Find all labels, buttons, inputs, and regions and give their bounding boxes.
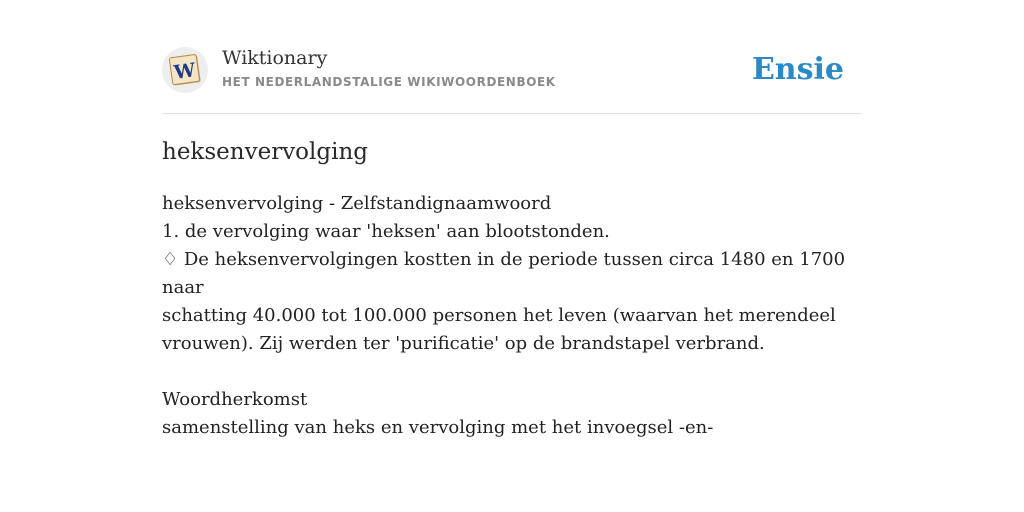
etymology-text: samenstelling van heks en vervolging met het invoegsel -en- (162, 417, 714, 438)
wiktionary-tile-icon (162, 47, 208, 93)
wiktionary-logo-icon[interactable] (162, 47, 208, 93)
definition-line: 1. de vervolging waar 'heksen' aan blootstonden. (162, 221, 610, 242)
logo-letter: W (172, 59, 197, 84)
example-line-2: schatting 40.000 tot 100.000 personen het leven (waarvan het merendeel (162, 305, 836, 326)
site-name[interactable]: Wiktionary (222, 47, 328, 69)
site-header (162, 44, 862, 96)
page (162, 0, 862, 512)
blank-line (162, 358, 862, 386)
header-divider (162, 113, 862, 114)
entry-heading-line: heksenvervolging - Zelfstandignaamwoord (162, 193, 552, 214)
example-line-1: ♢ De heksenvervolgingen kostten in de periode tussen circa 1480 en 1700 naar (162, 249, 846, 298)
example-line-3: vrouwen). Zij werden ter 'purificatie' op de brandstapel verbrand. (162, 333, 765, 354)
etymology-heading: Woordherkomst (162, 389, 308, 410)
entry-content (162, 190, 862, 442)
ensie-brand-logo[interactable]: Ensie (751, 52, 844, 87)
site-tagline: HET NEDERLANDSTALIGE WIKIWOORDENBOEK (222, 75, 556, 89)
page-title: heksenvervolging (162, 139, 369, 165)
